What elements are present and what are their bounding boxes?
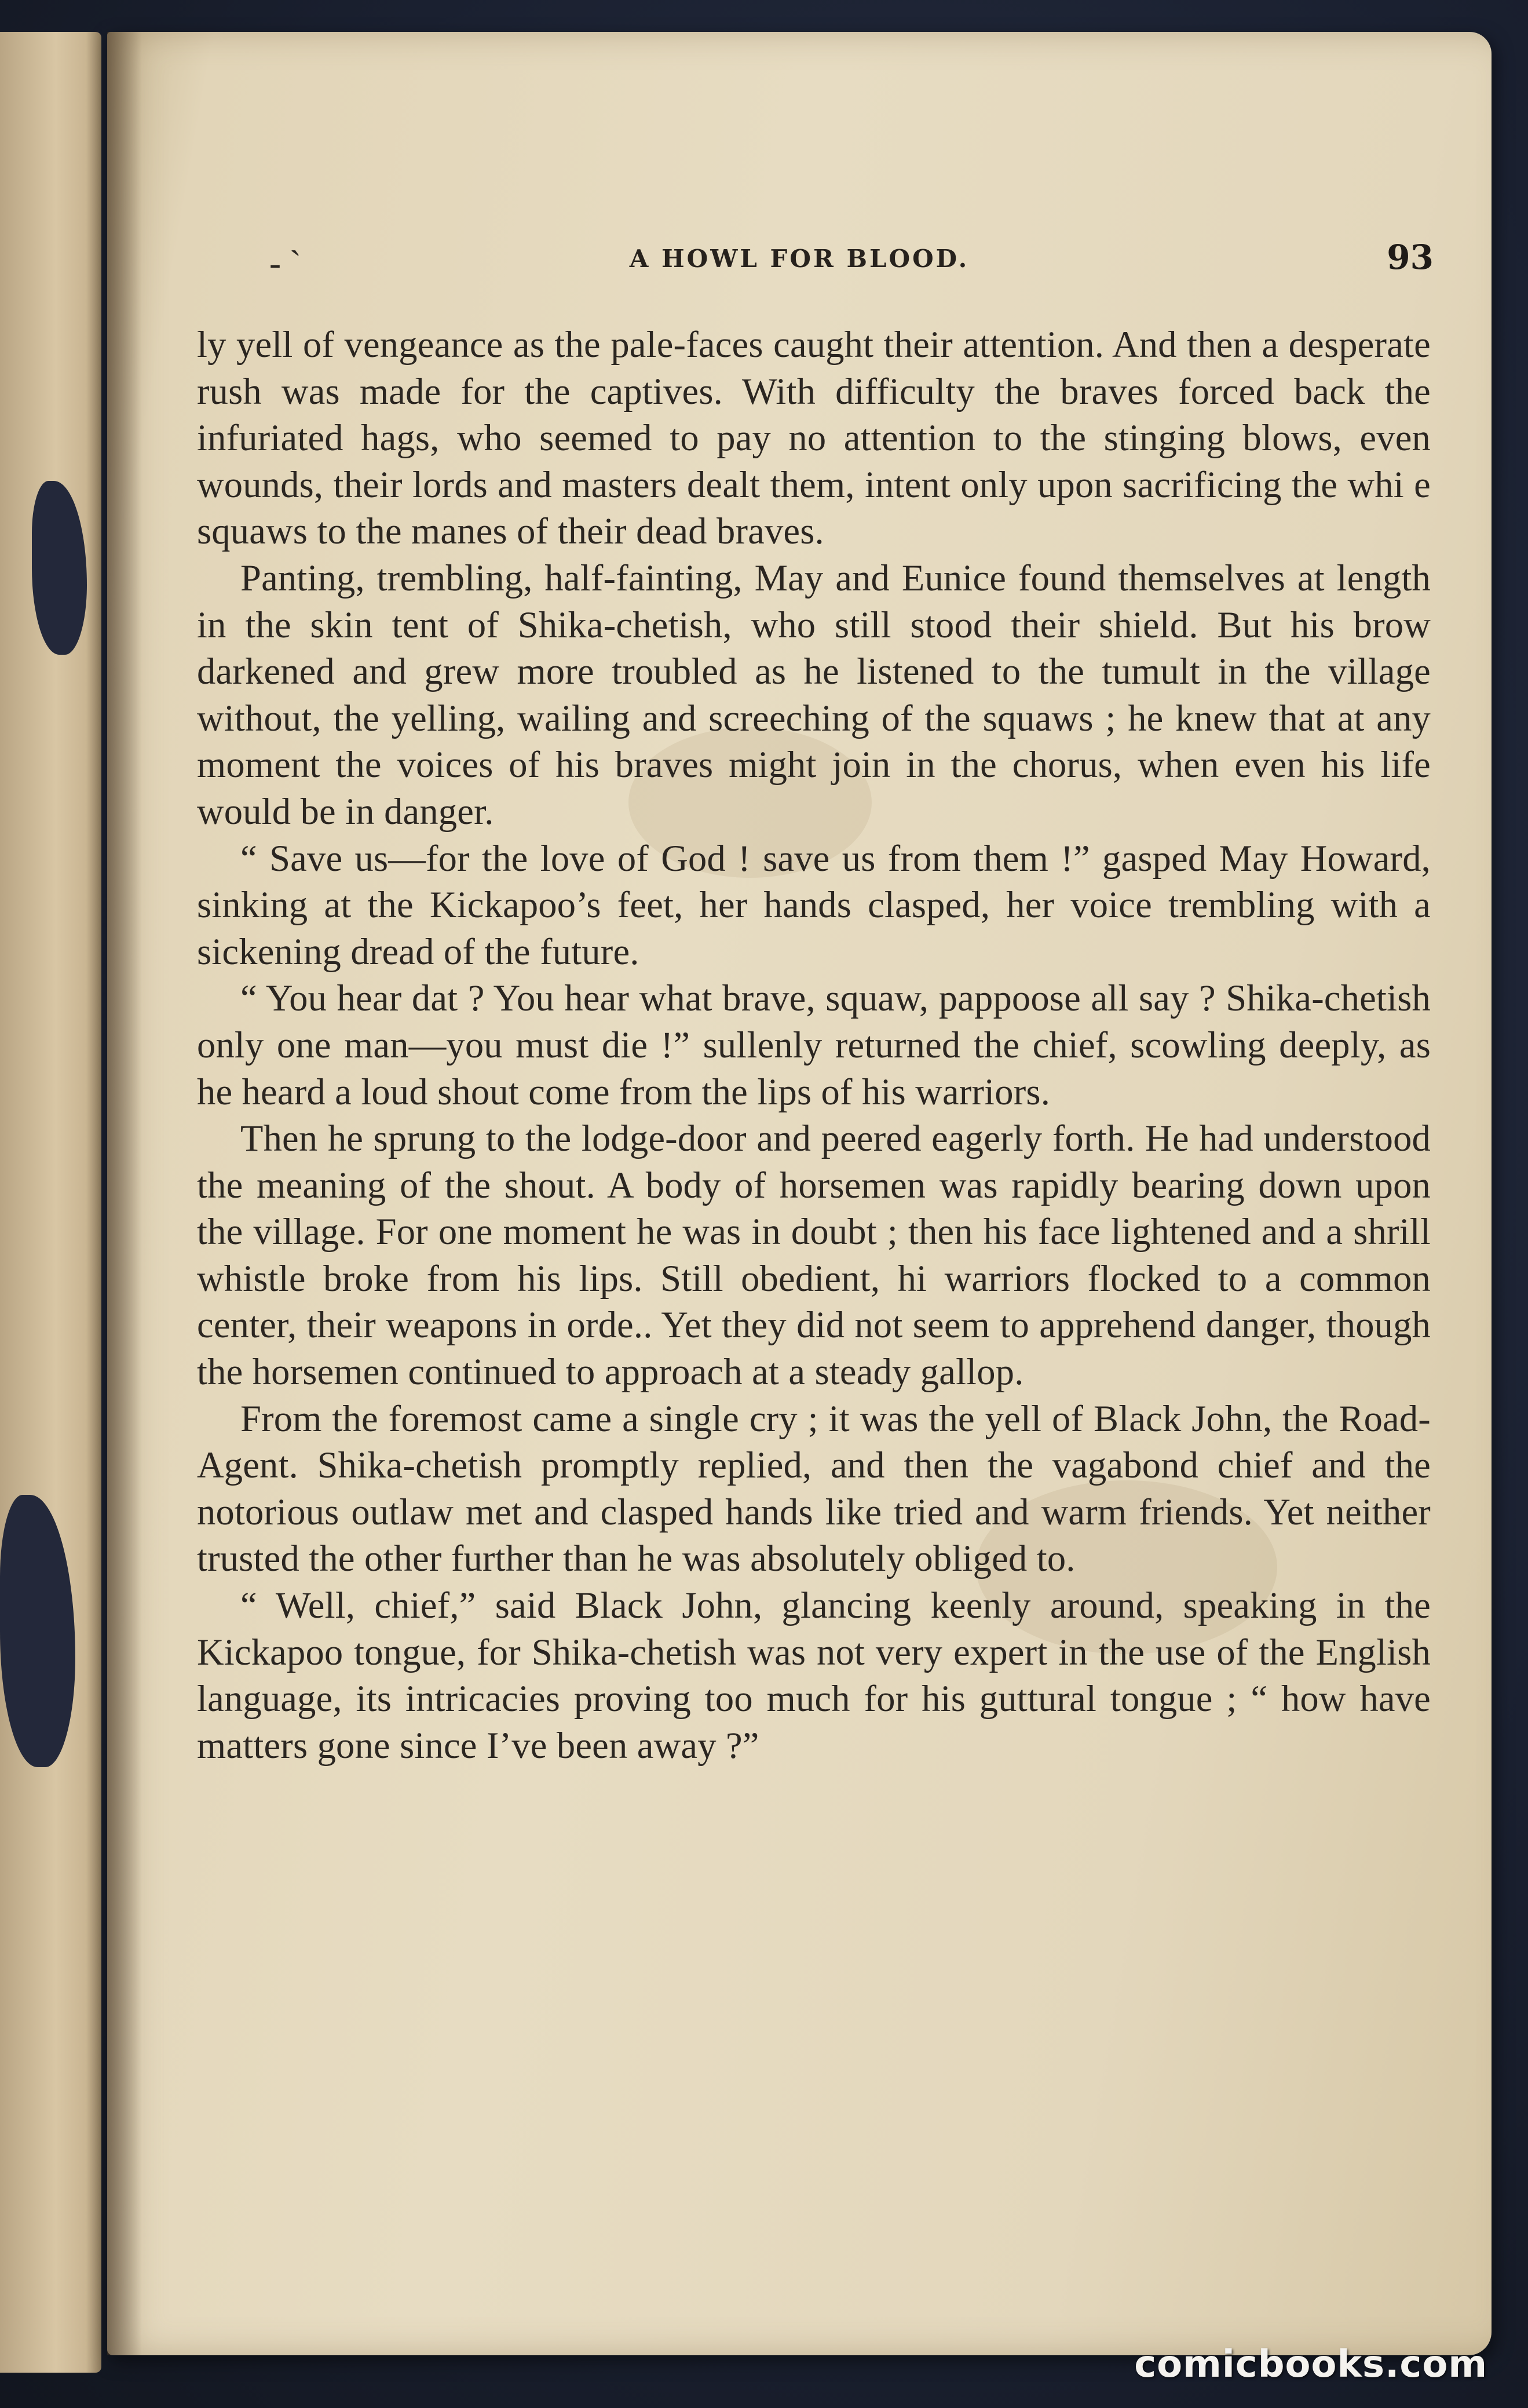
running-head	[107, 238, 1492, 284]
body-text	[197, 322, 1431, 1769]
paragraph: “ Well, chief,” said Black John, glancing keenly around, speaking in the Kickapoo tongue, for Shika-chetish was not very expert in the use of the English language, its intricacies proving too much for his guttural tongue ; “ how have matters gone since I’ve been away ?”	[197, 1585, 1431, 1766]
page-number: 93	[1387, 238, 1434, 277]
running-title: A HOWL FOR BLOOD.	[629, 245, 970, 273]
watermark: comicbooks.com	[1134, 2343, 1487, 2386]
gutter-shadow	[107, 32, 142, 2355]
paragraph: ly yell of vengeance as the pale-faces caught their attention. And then a desperate rush was made for the captives. With difficulty the braves forced back the infuriated hags, who seemed to pay no attention to the stinging blows, even wounds, their lords and masters dealt them, intent only upon sacrificing the whi e squaws to the manes of their dead braves.	[197, 324, 1431, 552]
paragraph: “ Save us—for the love of God ! save us from them !” gasped May Howard, sinking at the Kickapoo’s feet, her hands clasped, her voice trembling with a sickening dread of the future.	[197, 837, 1431, 972]
paragraph: Then he sprung to the lodge-door and peered eagerly forth. He had understood the meaning of the shout. A body of horsemen was rapidly bearing down upon the village. For one moment he was in doubt ; then his face lightened and a shrill whistle broke from his lips. Still obedient, hi warriors flocked to a common center, their weapons in orde.. Yet they did not seem to apprehend danger, though the horsemen continued to approach at a steady gallop.	[197, 1118, 1431, 1393]
paragraph: Panting, trembling, half-fainting, May and Eunice found themselves at length in the skin tent of Shika-chetish, who still stood their shield. But his brow darkened and grew more troubled as he listened to the tumult in the village without, the yelling, wailing and screeching of the squaws ; he knew that at any moment the voices of his braves might join in the chorus, when even his life would be in danger.	[197, 557, 1431, 832]
header-mark: - `	[269, 244, 301, 282]
paragraph: “ You hear dat ? You hear what brave, squaw, pappoose all say ? Shika-chetish only one man—you must die !” sullenly returned the chief, scowling deeply, as he heard a loud shout come from the lips of his warriors.	[197, 977, 1431, 1112]
book-page	[107, 32, 1492, 2355]
facing-page-edge	[0, 32, 101, 2373]
paragraph: From the foremost came a single cry ; it was the yell of Black John, the Road-Agent. Shika-chetish promptly replied, and then the vagabond chief and the notorious outlaw met and clasped hands like tried and warm friends. Yet neither trusted the other further than he was absolutely obliged to.	[197, 1398, 1431, 1579]
